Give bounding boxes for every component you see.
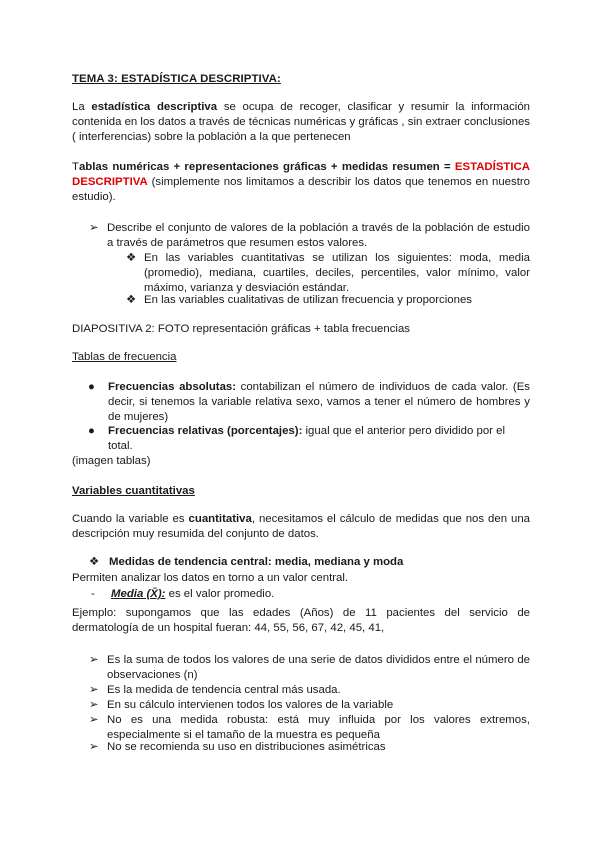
dot-bullet-icon: ● (88, 425, 95, 437)
diamond-bullet-icon: ❖ (89, 556, 100, 568)
media-item (91, 587, 530, 602)
describe-sub-item (126, 293, 530, 308)
arrow-item-text: No es una medida robusta: está muy influida por los valores extremos, especialmente si el tamaño de la muestra es pequeña (107, 714, 530, 741)
intro-bold-term: estadística descriptiva (91, 101, 218, 113)
freq-text: contabilizan el número de individuos de cada valor. (Es decir, si tenemos la variable relativa sexo, vamos a tener el número de hombres y de mujeres) (108, 381, 530, 423)
intro-text-start: La (72, 101, 85, 113)
slide-note: DIAPOSITIVA 2: FOTO representación gráficas + tabla frecuencias (72, 323, 410, 335)
sub-item-text: En las variables cuantitativas se utilizan los siguientes: moda, media (promedio), mediana, cuartiles, deciles, percentiles, valor mínimo, valor máximo, varianza y desviación estándar. (144, 252, 530, 294)
arrow-item (89, 653, 530, 683)
arrow-item (89, 740, 530, 755)
section-heading-tablas: Tablas de frecuencia (72, 351, 177, 363)
dot-bullet-icon: ● (88, 381, 95, 393)
intro-paragraph (72, 100, 530, 145)
media-label: Media (X̄): (111, 588, 166, 600)
formula-bold: ablas numéricas + representaciones gráficas + medidas resumen = (78, 161, 451, 173)
section-heading-variables: Variables cuantitativas (72, 485, 195, 497)
arrow-item-text: Es la suma de todos los valores de una serie de datos divididos entre el número de observaciones (n) (107, 654, 530, 681)
arrow-item-text: En su cálculo intervienen todos los valores de la variable (107, 699, 394, 711)
intro-text-rest: se ocupa de recoger, clasificar y resumir la información contenida en los datos a través de técnicas numéricas y gráficas , sin extraer conclusiones ( interferencias) sobre la población a la que pertenecen (72, 101, 530, 143)
page-title: TEMA 3: ESTADÍSTICA DESCRIPTIVA: (72, 73, 281, 85)
arrow-item (89, 713, 530, 743)
arrow-item (89, 698, 530, 713)
arrow-icon: ➢ (89, 222, 99, 234)
measures-heading (89, 555, 530, 570)
freq-item (89, 424, 530, 454)
describe-text: Describe el conjunto de valores de la población a través de la población de estudio a través de parámetros que resumen estos valores. (107, 222, 530, 249)
sub-item-text: En las variables cualitativas de utilizan frecuencia y proporciones (144, 294, 472, 306)
image-placeholder-note: (imagen tablas) (72, 455, 151, 467)
arrow-item-text: Es la medida de tendencia central más usada. (107, 684, 341, 696)
quant-text-start: Cuando la variable es (72, 513, 185, 525)
arrow-item (89, 683, 530, 698)
measures-text: Medidas de tendencia central: media, mediana y moda (109, 556, 404, 568)
formula-highlight: ESTADÍSTICA DESCRIPTIVA (72, 161, 530, 188)
formula-rest: (simplemente nos limitamos a describir los datos que tenemos en nuestro estudio). (72, 176, 530, 203)
quant-bold-term: cuantitativa (188, 513, 252, 525)
describe-bullet (89, 221, 530, 251)
freq-item (89, 380, 530, 425)
arrow-icon: ➢ (89, 684, 99, 696)
arrow-icon: ➢ (89, 699, 99, 711)
freq-text: igual que el anterior pero dividido por el total. (108, 425, 505, 452)
diamond-bullet-icon: ❖ (126, 252, 137, 264)
quantitative-paragraph (72, 512, 530, 542)
freq-term: Frecuencias relativas (porcentajes): (108, 425, 303, 437)
central-value-note: Permiten analizar los datos en torno a un valor central. (72, 572, 349, 584)
formula-paragraph (72, 160, 530, 205)
arrow-icon: ➢ (89, 714, 99, 726)
arrow-item-text: No se recomienda su uso en distribuciones asimétricas (107, 741, 386, 753)
formula-prefix: T (72, 161, 79, 173)
example-paragraph: Ejemplo: supongamos que las edades (Años) de 11 pacientes del servicio de dermatología de un hospital fueran: 44, 55, 56, 67, 42, 45, 41, (72, 607, 530, 634)
freq-term: Frecuencias absolutas: (108, 381, 237, 393)
dash-bullet: - (91, 588, 95, 600)
describe-sub-item (126, 251, 530, 296)
quant-text-rest: , necesitamos el cálculo de medidas que nos den una descripción muy resumida del conjunto de datos. (72, 513, 530, 540)
media-text: es el valor promedio. (168, 588, 275, 600)
arrow-icon: ➢ (89, 741, 99, 753)
diamond-bullet-icon: ❖ (126, 294, 137, 306)
arrow-icon: ➢ (89, 654, 99, 666)
